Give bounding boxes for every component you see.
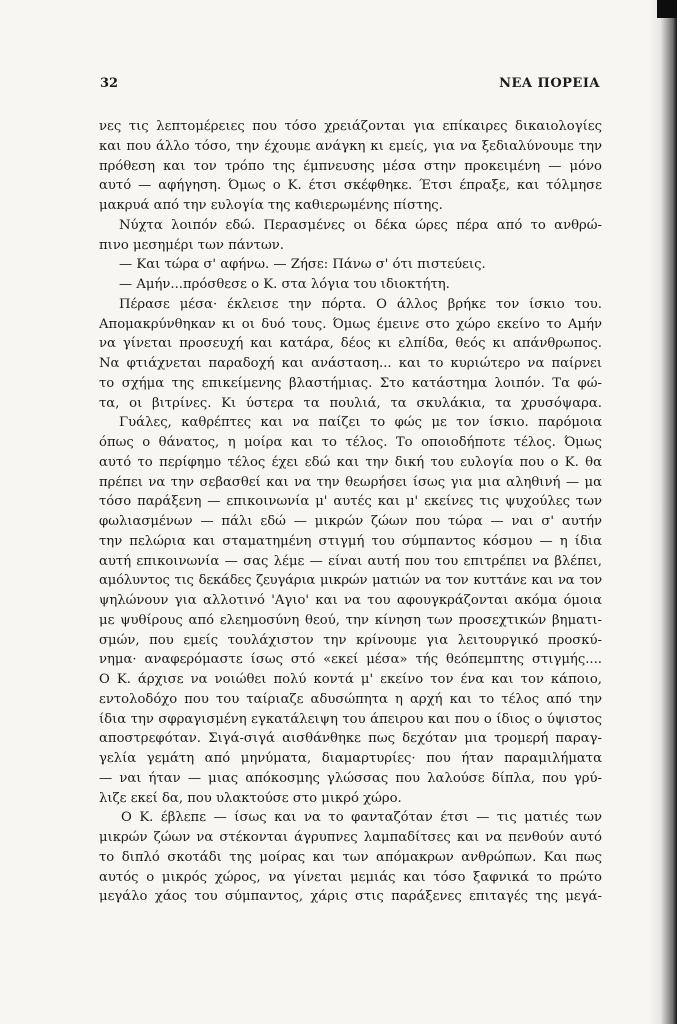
page-binding-shadow: [649, 0, 677, 1024]
text-line: νες τις λεπτομέρειες που τόσο χρειάζονται για επίκαιρες δικαιολογίες: [99, 119, 602, 134]
text-line: όπως ο θάνατος, η μοίρα και το τέλος. Το οποιοδήποτε τέλος. Όμως: [99, 435, 602, 450]
text-line: ψηλώνουν για αλλοτινό 'Αγιο' και να του αφουγκράζονται ακόμα όμοια: [99, 593, 602, 608]
text-line: το διπλό σκοτάδι της μοίρας και των απόμακρων ανθρώπων. Και πως: [99, 849, 602, 865]
text-line: το σχήμα της επικείμενης βλαστήμιας. Στο κατάστημα λοιπόν. Τα φώ-: [99, 375, 602, 391]
text-line: τα, οι βιτρίνες. Κι ύστερα τα πουλιά, τα σκυλάκια, τα χρυσόψαρα.: [99, 395, 602, 411]
text-line: αυτός ο μικρός χώρος, να γίνεται μεμιάς και τόσο ξαφνικά το πρώτο: [99, 869, 602, 885]
text-line: Πέρασε μέσα· έκλεισε την πόρτα. Ο άλλος βρήκε τον ίσκιο του.: [119, 296, 602, 312]
text-line: πινο μεσημέρι των πάντων.: [99, 237, 284, 253]
text-line: Να φτιάχνεται παραδοχή και ανάσταση... και το κυριώτερο να παίρνει: [99, 356, 602, 371]
running-head: ΝΕΑ ΠΟΡΕΙΑ: [499, 76, 600, 91]
text-line: αποστρεφόταν. Σιγά-σιγά αισθάνθηκε πως δεχόταν μια τρομερή παραγ-: [99, 731, 602, 747]
text-line: ίδια την σφραγισμένη εγκατάλειψη του άπειρου και που ο ίδιος ο ύψιστος: [99, 711, 602, 727]
text-line: μεγάλο χάος του σύμπαντος, χάρις στις παράξενες επιταγές της μεγά-: [99, 889, 602, 905]
text-line: μακρυά από την ευλογία της καθιερωμένης πίστης.: [99, 198, 443, 213]
text-line: αυτό — αφήγηση. Όμως ο Κ. έτσι σκέφθηκε. Έτσι έπραξε, και τόλμησε: [99, 178, 602, 194]
text-line: αυτό το περίφημο τέλος έχει εδώ και την δική του ευλογία που ο Κ. θα: [99, 454, 602, 470]
body-text: [99, 117, 602, 907]
text-line: Ο Κ. άρχισε να νοιώθει πολύ κοντά μ' εκείνο τον ένα και τον κάποιο,: [99, 672, 602, 687]
page-number: 32: [100, 76, 119, 91]
text-line: Γυάλες, καθρέπτες και να παίζει το φώς με τον ίσκιο. παρόμοια: [119, 415, 602, 431]
text-line: τόσο παράξενη — επικοινωνία μ' αυτές και μ' εκείνες τις ψυχούλες των: [99, 494, 602, 510]
text-line: λιζε εκεί δα, που υλακτούσε στο μικρό χώρο.: [99, 790, 402, 806]
text-line: με ψυθίρους από ελεημοσύνη θεού, την κίνηση των προσεχτικών βηματι-: [99, 612, 602, 628]
text-line: να γίνεται προσευχή και κατάρα, δέος κι ελπίδα, θεός κι απάνθρωπος.: [99, 336, 602, 352]
text-line: σμών, που εμείς τουλάχιστον την κρίνουμε για λειτουργικό προσκύ-: [99, 632, 602, 648]
text-line: πρόθεση και τον τρόπο της έμπνευσης μέσα στην προκειμένη — μόνο: [99, 158, 602, 174]
text-line: φωλιασμένων — πάλι εδώ — μικρών ζώων που τώρα — ναι σ' αυτήν: [99, 514, 602, 529]
text-line: Ο Κ. έβλεπε — ίσως και να το φανταζόταν έτσι — τις ματιές των: [121, 810, 602, 826]
text-line: Νύχτα λοιπόν εδώ. Περασμένες οι δέκα ώρες πέρα από το ανθρώ-: [119, 217, 602, 233]
text-line: μικρών ζώων να στέκονται άγρυπνες λαμπαδίτσες και να πενθούν αυτό: [99, 830, 602, 845]
text-line: αμόλυντος τις δεκάδες ζευγάρια μικρών ματιών να τον κυττάνε και να τον: [99, 573, 602, 589]
page-header: [100, 76, 600, 96]
dialogue-line: — Και τώρα σ' αφήνω. — Ζήσε: Πάνω σ' ότι πιστεύεις.: [119, 257, 486, 273]
text-line: πρέπει να την σεβασθεί και να την θεωρήσει ίσως για μια αληθινή — μα: [99, 474, 602, 490]
text-line: την πελώρια και σταματημένη στιγμή του σύμπαντος κόσμου — η ίδια: [99, 533, 602, 549]
text-line: νημα· αναφερόμαστε ίσως στό «εκεί μέσα» τής θεόπεμπτης στιγμής....: [99, 652, 602, 668]
page-corner-shadow: [657, 0, 677, 18]
dialogue-line: — Αμήν...πρόσθεσε ο Κ. στα λόγια του ιδιοκτήτη.: [119, 277, 450, 292]
text-line: γελία γεμάτη από μηνύματα, διαμαρτυρίες· που ήταν παραμιλήματα: [99, 751, 602, 766]
text-line: Απομακρύνθηκαν κι οι δυό τους. Όμως έμεινε στο χώρο εκείνο το Αμήν: [99, 316, 602, 332]
text-line: — ναι ήταν — μιας απόκοσμης γλώσσας που λαλούσε δίπλα, που γρύ-: [99, 770, 602, 786]
text-line: εντολοδόχο που του ταίριαζε αδυσώπητα η αρχή και το τέλος από την: [99, 691, 602, 707]
text-line: αυτή επικοινωνία — σας λέμε — είναι αυτή που του επιτρέπει να βλέπει,: [99, 553, 602, 569]
text-line: και που άλλο τόσο, την έχουμε ανάγκη κι εμείς, για να ξεδιαλύνουμε την: [99, 138, 602, 154]
